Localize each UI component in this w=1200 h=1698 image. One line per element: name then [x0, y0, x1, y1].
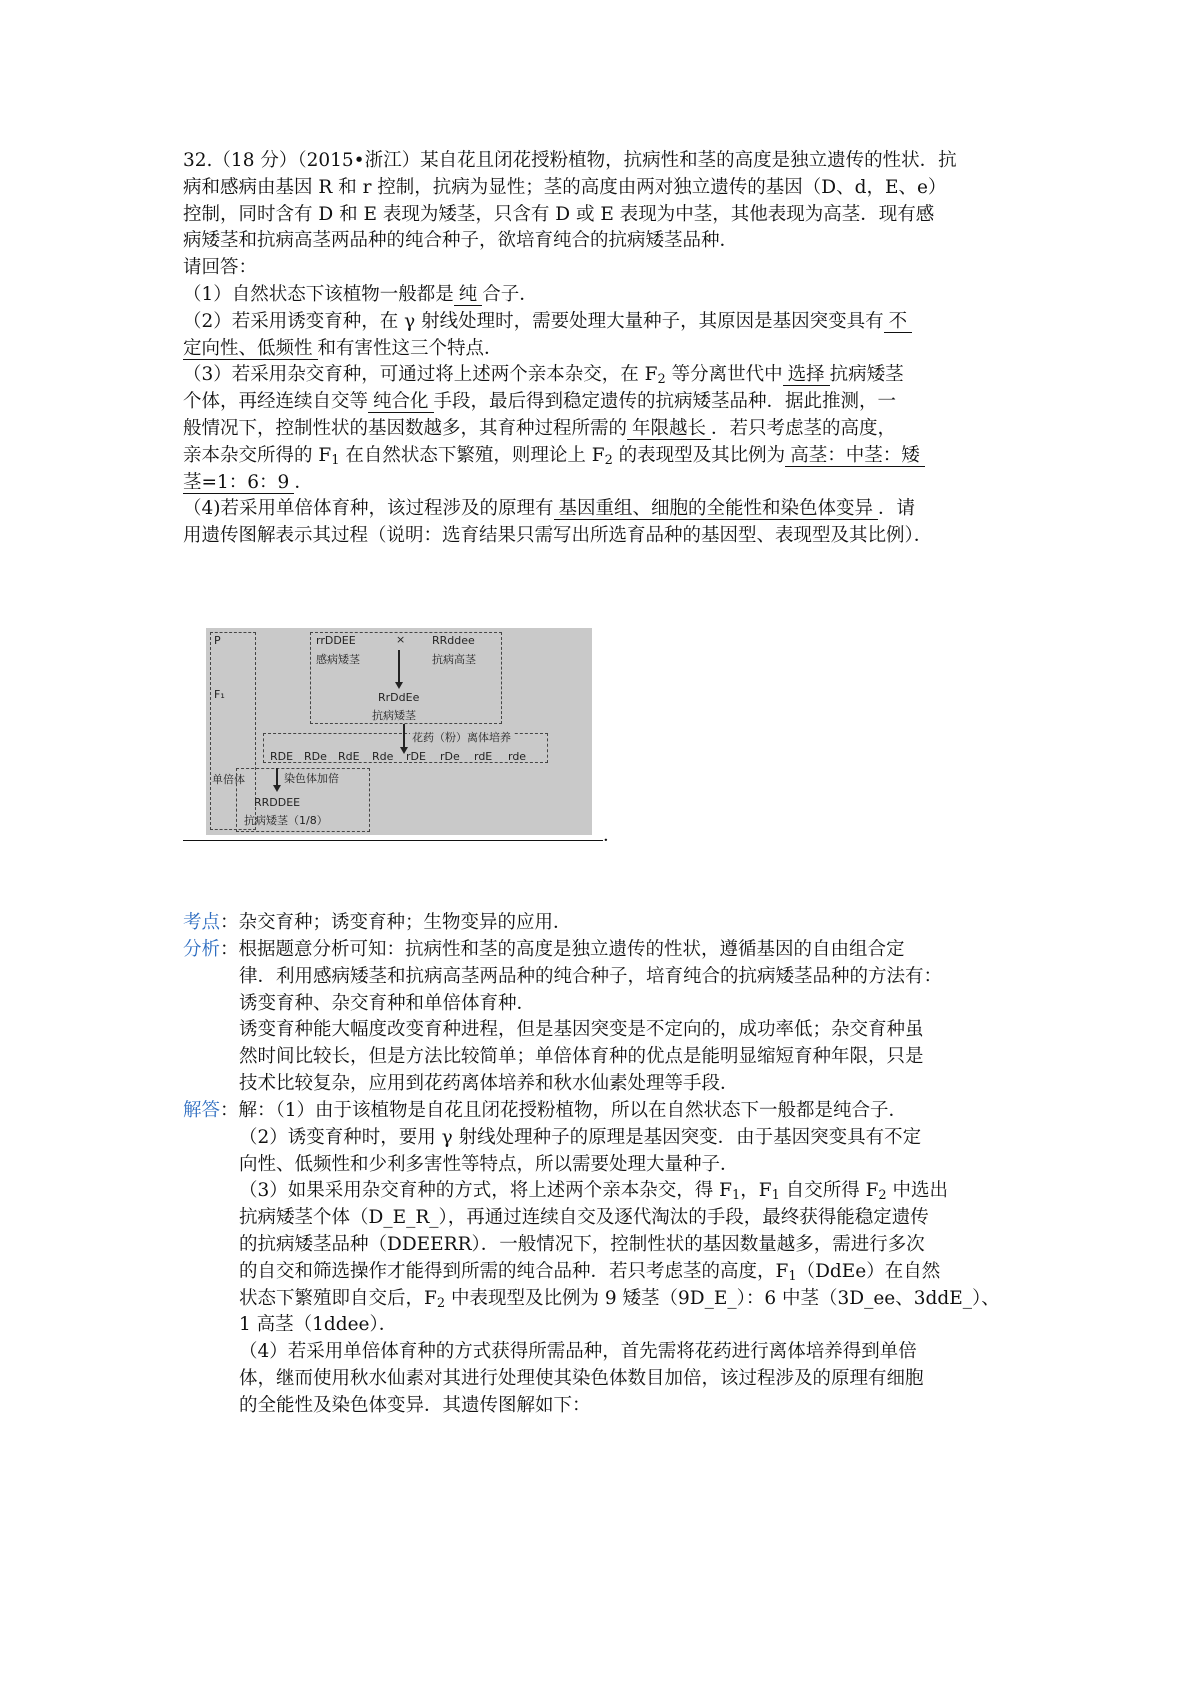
doubling-arrow — [276, 768, 278, 786]
p-label: P — [214, 634, 221, 647]
jieda-line: 向性、低频性和少利多害性等特点，所以需要处理大量种子． — [239, 1153, 739, 1175]
jieda-label: 解答 — [183, 1100, 221, 1121]
haploid-label: 单倍体 — [212, 773, 245, 786]
jieda-line: （2）诱变育种时，要用 γ 射线处理种子的原理是基因突变．由于基因突变具有不定 — [239, 1126, 922, 1148]
gamete-genotype: RDE — [270, 750, 294, 763]
fenxi-line: 律．利用感病矮茎和抗病高茎两品种的纯合种子，培育纯合的抗病矮茎品种的方法有： — [239, 965, 943, 987]
answer-blank: 纯 — [454, 284, 483, 306]
question-block — [183, 148, 1033, 550]
gamete-genotype: RDe — [304, 750, 327, 763]
jieda-line: 1 高茎（1ddee）． — [239, 1314, 398, 1336]
arrow-head — [273, 785, 281, 792]
sub-question-3: （3）若采用杂交育种，可通过将上述两个亲本杂交，在 $F_2$ 等分离世代中 选择 抗病矮茎 — [183, 364, 904, 388]
kaodian-text: ：杂交育种；诱变育种；生物变异的应用． — [220, 912, 572, 933]
sub-question-3-cont: 个体，再经连续自交等 纯合化 手段，最后得到稳定遗传的抗病矮茎品种．据此推测，一 — [183, 391, 897, 413]
sub-question-4: （4)若采用单倍体育种，该过程涉及的原理有 基因重组、细胞的全能性和染色体变异 ．请 — [183, 498, 916, 520]
jieda-line: ：解：（1）由于该植物是自花且闭花授粉植物，所以在自然状态下一般都是纯合子． — [220, 1100, 908, 1121]
gamete-genotype: rDE — [406, 750, 426, 763]
answer-blank: 不 — [884, 311, 913, 333]
genetic-diagram — [206, 628, 592, 835]
jieda-block — [183, 1098, 1033, 1420]
cross-symbol: × — [396, 633, 406, 646]
kaodian-label: 考点 — [183, 912, 221, 933]
jieda-line: 的自交和筛选操作才能得到所需的纯合品种．若只考虑茎的高度，$F_1(DdEe)$在自然 — [239, 1260, 941, 1285]
step-anther-culture: 花药（粉）离体培养 — [412, 731, 511, 744]
result-genotype: RRDDEE — [254, 796, 301, 809]
fenxi-line: 诱变育种、杂交育种和单倍体育种． — [239, 992, 536, 1014]
f1-genotype: RrDdEe — [378, 691, 420, 704]
kaodian-block — [183, 910, 1033, 937]
answer-line: ． — [183, 818, 1033, 850]
parent1-genotype: rrDDEE — [316, 634, 356, 647]
jieda-line: （4）若采用单倍体育种的方式获得所需品种，首先需将花药进行离体培养得到单倍 — [239, 1341, 917, 1363]
sub-question-3-cont: 般情况下，控制性状的基因数越多，其育种过程所需的 年限越长 ．若只考虑茎的高度， — [183, 417, 897, 439]
answer-blank: 高茎：中茎：矮 — [785, 445, 925, 467]
answer-blank: 年限越长 — [627, 418, 711, 440]
gamete-genotype: rDe — [440, 750, 460, 763]
sub-question-3-cont: 茎=1：6：9 ． — [183, 471, 313, 493]
jieda-line: 体，继而使用秋水仙素对其进行处理使其染色体数目加倍，该过程涉及的原理有细胞 — [239, 1367, 924, 1389]
sub-question-2-cont: 定向性、低频性 和有害性这三个特点． — [183, 337, 503, 359]
jieda-line: 状态下繁殖即自交后，$F_2$ 中表现型及比例为 9 矮茎（9D_E_）：6 中茎（3D_ee、3ddE_）、 — [239, 1287, 1000, 1311]
jieda-line: 的全能性及染色体变异．其遗传图解如下： — [239, 1394, 591, 1416]
jieda-line: （3）如果采用杂交育种的方式，将上述两个亲本杂交，得 $F_1$，$F_1$ 自交所得 $F_2$ 中选出 — [239, 1180, 949, 1204]
parent2-phenotype: 抗病高茎 — [432, 653, 476, 666]
gamete-genotype: rde — [508, 750, 527, 763]
gamete-genotype: rdE — [474, 750, 493, 763]
f1-label: F₁ — [214, 688, 225, 701]
arrow-head — [395, 682, 403, 689]
fenxi-line: ：根据题意分析可知：抗病性和茎的高度是独立遗传的性状，遵循基因的自由组合定 — [220, 939, 905, 960]
sub-question-4-cont: 用遗传图解表示其过程（说明：选育结果只需写出所选育品种的基因型、表现型及其比例）． — [183, 525, 933, 547]
fenxi-line: 然时间比较长，但是方法比较简单；单倍体育种的优点是能明显缩短育种年限，只是 — [239, 1046, 924, 1068]
answer-blank: 茎=1：6：9 — [183, 472, 294, 494]
fenxi-label: 分析 — [183, 939, 221, 960]
culture-arrow — [403, 724, 405, 748]
gamete-genotype: Rde — [372, 750, 394, 763]
fenxi-line: 诱变育种能大幅度改变育种进程，但是基因突变是不定向的，成功率低；杂交育种虽 — [239, 1019, 924, 1041]
question-line: 病和感病由基因 R 和 r 控制，抗病为显性；茎的高度由两对独立遗传的基因（D、d，E、e） — [183, 176, 947, 198]
gamete-genotype: RdE — [338, 750, 360, 763]
cross-arrow — [398, 650, 400, 682]
answer-blank: 定向性、低频性 — [183, 338, 318, 360]
f1-phenotype: 抗病矮茎 — [372, 709, 416, 722]
question-line: 请回答： — [183, 257, 258, 279]
question-line: 控制，同时含有 D 和 E 表现为矮茎，只含有 D 或 E 表现为中茎，其他表现为高茎．现有感 — [183, 203, 935, 225]
answer-blank: 选择 — [783, 364, 830, 386]
sub-question-2: （2）若采用诱变育种，在 γ 射线处理时，需要处理大量种子，其原因是基因突变具有 不 — [183, 309, 1033, 336]
parent2-genotype: RRddee — [432, 634, 475, 647]
fenxi-block — [183, 937, 1033, 1098]
parent1-phenotype: 感病矮茎 — [316, 653, 360, 666]
answer-blank: 基因重组、细胞的全能性和染色体变异 — [554, 498, 879, 520]
question-line: 32.（18 分）（2015•浙江）某自花且闭花授粉植物，抗病性和茎的高度是独立遗传的性状．抗 — [183, 150, 957, 171]
jieda-line: 的抗病矮茎品种（DDEERR）．一般情况下，控制性状的基因数量越多，需进行多次 — [239, 1233, 925, 1255]
step-chromosome-doubling: 染色体加倍 — [284, 772, 339, 785]
sub-question-3-cont: 亲本杂交所得的 $F_1$ 在自然状态下繁殖，则理论上 $F_2$ 的表现型及其比例为 高茎：中茎：矮 — [183, 443, 1033, 470]
jieda-line: 抗病矮茎个体（D_E_R_），再通过连续自交及逐代淘汰的手段，最终获得能稳定遗传 — [239, 1207, 929, 1229]
answer-blank: 纯合化 — [368, 391, 434, 413]
answer-underline — [183, 818, 603, 841]
question-line: 病矮茎和抗病高茎两品种的纯合种子，欲培育纯合的抗病矮茎品种． — [183, 230, 739, 252]
result-phenotype: 抗病矮茎（1/8） — [244, 814, 328, 827]
fenxi-line: 技术比较复杂，应用到花药离体培养和秋水仙素处理等手段． — [239, 1072, 739, 1094]
sub-question-1: （1）自然状态下该植物一般都是 纯 合子． — [183, 283, 538, 305]
